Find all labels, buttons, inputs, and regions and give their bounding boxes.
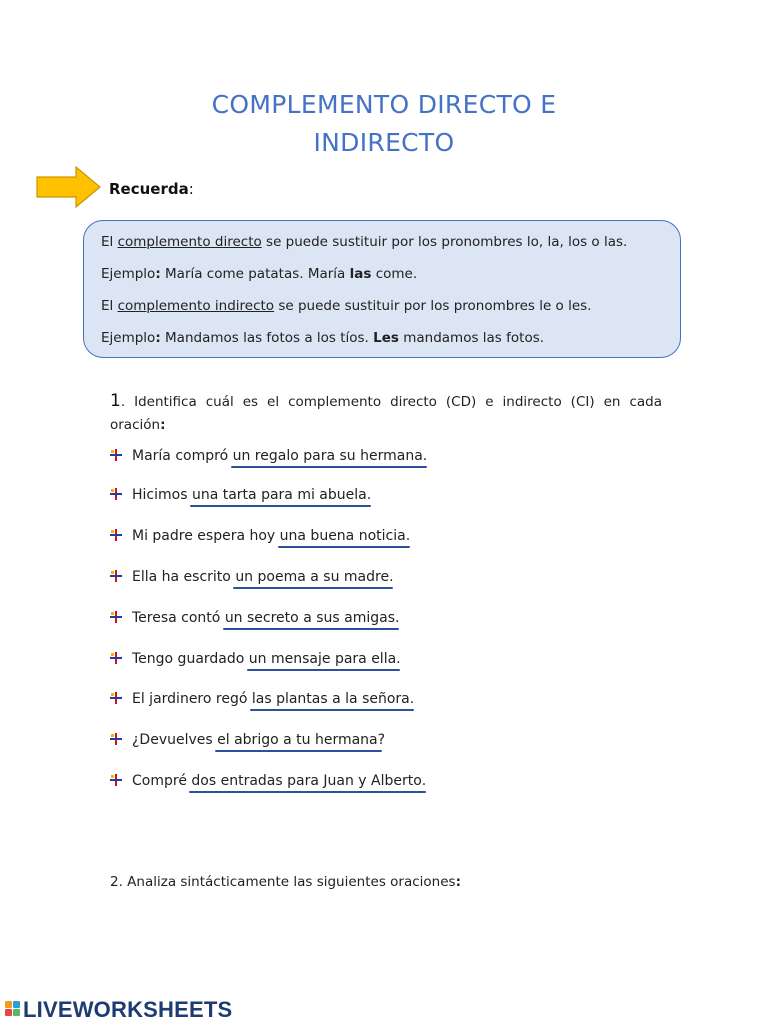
rule-direct-pre: El <box>101 234 118 250</box>
worksheet-title-line-2: INDIRECTO <box>313 128 455 157</box>
rule-indirect-post: se puede sustituir por los pronombres le o les. <box>274 298 592 314</box>
item-text-end: . <box>421 773 427 789</box>
answer-cd[interactable]: una buena noticia <box>279 528 406 544</box>
rule-indirect-term: complemento indirecto <box>117 298 275 314</box>
item-text-end: . <box>405 528 411 544</box>
example-indirect-label: Ejemplo <box>101 330 156 346</box>
item-text-end: . <box>396 651 401 667</box>
bullet-icon <box>110 488 122 500</box>
item-text: Mi padre espera hoy <box>132 528 280 544</box>
item-text: El jardinero regó <box>132 691 252 707</box>
exercise-item <box>110 732 385 754</box>
answer-cd[interactable]: un secreto <box>224 610 299 626</box>
exercise-item <box>110 569 394 591</box>
example-direct <box>101 266 417 282</box>
exercise-item <box>110 487 371 509</box>
logo-square-1 <box>5 1001 12 1008</box>
worksheet-title-line-1: COMPLEMENTO DIRECTO E <box>211 90 557 119</box>
exercise-2-colon: : <box>455 874 461 890</box>
rule-direct-post: se puede sustituir por los pronombres lo, la, los o las. <box>261 234 628 250</box>
item-text: Tengo guardado <box>132 651 249 667</box>
rule-indirect-pre: El <box>101 298 118 314</box>
recuerda-label: Recuerda <box>109 180 189 198</box>
exercise-1-instruction <box>110 390 662 437</box>
answer-cd[interactable]: dos entradas <box>191 773 283 789</box>
item-text-end: . <box>409 691 415 707</box>
recuerda-heading <box>109 180 194 198</box>
exercise-item <box>110 448 427 470</box>
exercise-2-instruction <box>110 874 461 890</box>
rule-direct <box>101 234 627 250</box>
answer-cd[interactable]: un mensaje <box>248 651 331 667</box>
answer-ci[interactable]: a su madre <box>310 569 390 585</box>
logo-square-2 <box>13 1001 20 1008</box>
answer-ci[interactable]: a sus amigas <box>303 610 395 626</box>
item-text: Ella ha escrito <box>132 569 236 585</box>
recuerda-colon: : <box>188 180 194 198</box>
answer-cd[interactable]: un regalo <box>232 448 299 464</box>
answer-ci[interactable]: para ella <box>334 651 397 667</box>
exercise-1-colon: : <box>160 417 166 433</box>
example-indirect <box>101 330 544 346</box>
exercise-item <box>110 691 414 713</box>
bullet-icon <box>110 652 122 664</box>
answer-cd[interactable]: un poema <box>235 569 306 585</box>
example-direct-label: Ejemplo <box>101 266 156 282</box>
example-direct-colon: : <box>155 266 161 282</box>
example-direct-post: come. <box>371 266 418 282</box>
item-text: Hicimos <box>132 487 192 503</box>
item-text-end: . <box>389 569 394 585</box>
answer-ci[interactable]: para Juan y Alberto <box>287 773 422 789</box>
logo-text: LIVEWORKSHEETS <box>23 997 233 1022</box>
answer-cd[interactable]: una tarta <box>191 487 257 503</box>
exercise-1-number: 1 <box>110 391 121 411</box>
rule-indirect <box>101 298 591 314</box>
example-direct-text: María come patatas. María <box>160 266 350 282</box>
exercise-item <box>110 773 426 795</box>
arrow-right-icon <box>36 165 102 209</box>
liveworksheets-logo-icon <box>5 998 21 1022</box>
exercise-2-text: 2. Analiza sintácticamente las siguientes oraciones <box>110 874 456 890</box>
answer-cd[interactable]: las plantas <box>251 691 328 707</box>
rules-box <box>83 220 681 358</box>
logo-square-3 <box>5 1009 12 1016</box>
rule-direct-term: complemento directo <box>117 234 262 250</box>
item-text: Compré <box>132 773 192 789</box>
bullet-icon <box>110 611 122 623</box>
item-text: ¿Devuelves <box>132 732 218 748</box>
item-text-end: . <box>366 487 372 503</box>
bullet-icon <box>110 529 122 541</box>
item-text-end: . <box>395 610 400 626</box>
exercise-item <box>110 651 401 673</box>
example-indirect-colon: : <box>155 330 161 346</box>
item-text-end: ? <box>377 732 386 748</box>
example-indirect-post: mandamos las fotos. <box>398 330 545 346</box>
bullet-icon <box>110 692 122 704</box>
example-indirect-text: Mandamos las fotos a los tíos. <box>160 330 374 346</box>
exercise-item <box>110 610 399 632</box>
example-indirect-pronoun: Les <box>373 330 399 346</box>
exercise-item <box>110 528 410 550</box>
example-direct-pronoun: las <box>349 266 372 282</box>
bullet-icon <box>110 449 122 461</box>
bullet-icon <box>110 733 122 745</box>
liveworksheets-logo <box>5 995 232 1025</box>
answer-ci[interactable]: a la señora <box>332 691 410 707</box>
answer-cd[interactable]: el abrigo <box>217 732 279 748</box>
answer-ci[interactable]: para su hermana <box>303 448 423 464</box>
bullet-icon <box>110 774 122 786</box>
answer-ci[interactable]: para mi abuela <box>261 487 367 503</box>
bullet-icon <box>110 570 122 582</box>
logo-square-4 <box>13 1009 20 1016</box>
item-text: Teresa contó <box>132 610 225 626</box>
item-text-end: . <box>422 448 428 464</box>
item-text: María compró <box>132 448 233 464</box>
answer-ci[interactable]: a tu hermana <box>283 732 378 748</box>
exercise-1-text: . Identifica cuál es el complemento directo (CD) e indirecto (CI) en cada oración <box>110 394 662 433</box>
